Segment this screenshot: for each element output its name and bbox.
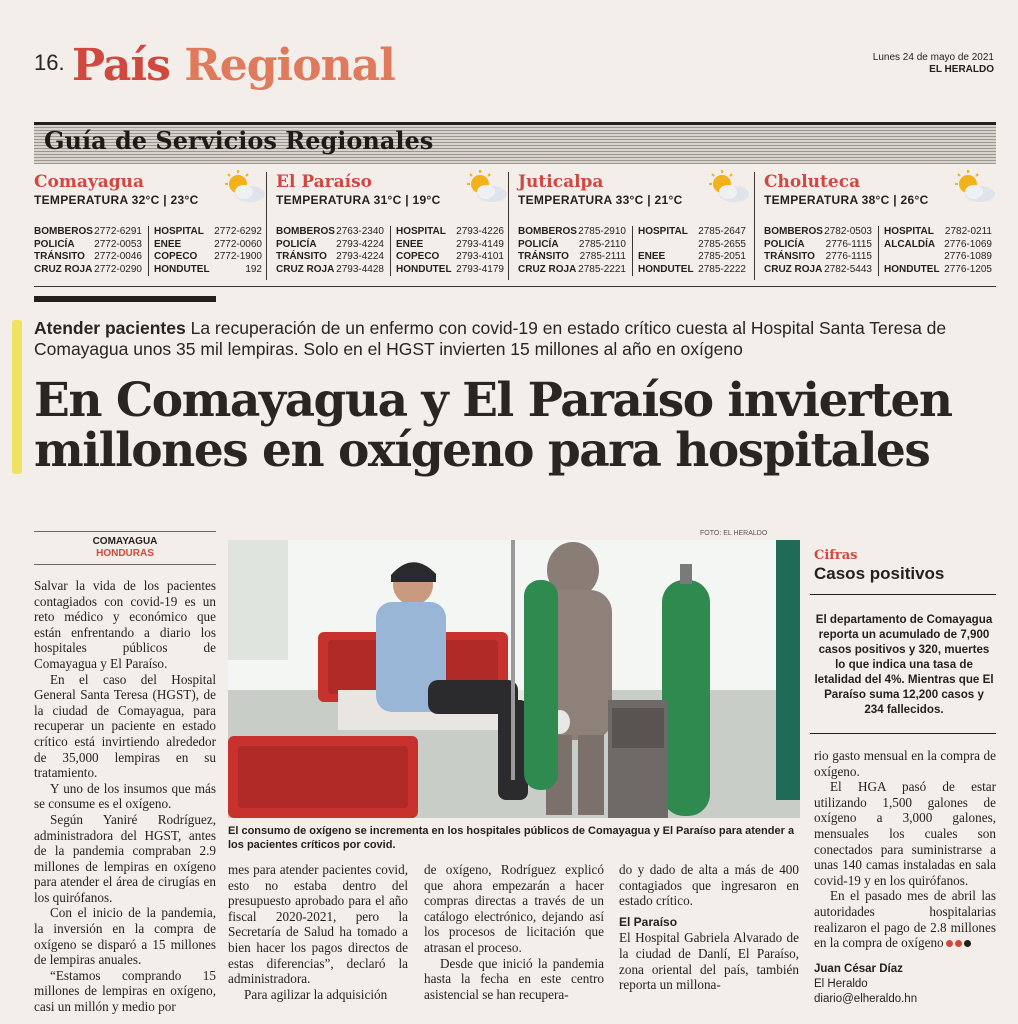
city-name: Choluteca <box>764 172 861 192</box>
city-name: El Paraíso <box>276 172 373 192</box>
service-row <box>518 251 626 264</box>
service-divider <box>878 226 879 276</box>
service-row <box>638 239 746 252</box>
service-name: HOSPITAL <box>884 226 934 237</box>
service-row <box>764 251 872 264</box>
partly-cloudy-icon <box>952 170 998 204</box>
service-row <box>154 251 262 264</box>
service-list <box>154 226 262 276</box>
service-phone: 2776-1115 <box>825 238 872 250</box>
service-row <box>638 264 746 277</box>
service-row <box>884 264 992 277</box>
service-phone: 2785-2647 <box>698 226 746 237</box>
city-temperature: TEMPERATURA 32°C | 23°C <box>34 193 199 207</box>
service-name: TRÁNSITO <box>518 251 569 262</box>
service-row <box>34 239 142 252</box>
service-row <box>276 251 384 264</box>
city-divider <box>266 172 267 280</box>
paragraph: do y dado de alta a más de 400 contagiados que ingresaron en estado crítico. <box>619 862 799 909</box>
service-row <box>276 239 384 252</box>
paragraph: El Hospital Gabriela Alvarado de la ciudad de Danlí, El Paraíso, zona oriental del país, también reporta un millona- <box>619 930 799 993</box>
service-list <box>34 226 142 276</box>
service-phone: 2782-5443 <box>824 263 872 275</box>
service-list <box>638 226 746 276</box>
service-phone: 192 <box>245 263 262 275</box>
service-row <box>518 226 626 239</box>
service-name: CRUZ ROJA <box>34 263 93 275</box>
paragraph: mes para atender pacientes covid, esto no estaba dentro del presupuesto aprobado para el año fiscal 2020-2021, pero la Secretaría de Salud ha tomado a bien hacer los pagos directos de estas diferencias”, declaró la administradora. <box>228 862 408 987</box>
service-name: HONDUTEL <box>638 263 694 275</box>
page-number: 16. <box>34 50 65 75</box>
service-name: TRÁNSITO <box>34 251 85 262</box>
service-phone: 2785-2111 <box>579 251 626 262</box>
service-row <box>154 226 262 239</box>
city-name: Comayagua <box>34 172 145 192</box>
city-temperature: TEMPERATURA 38°C | 26°C <box>764 193 929 207</box>
section-title-word1: País <box>72 40 170 91</box>
service-name: HONDUTEL <box>396 263 452 275</box>
service-name: CRUZ ROJA <box>276 263 335 275</box>
paragraph: Con el inicio de la pandemia, la inversión en la compra de oxígeno se disparó a 15 millones de lempiras anuales. <box>34 905 216 968</box>
service-phone: 2793-4428 <box>336 263 384 275</box>
service-phone: 2793-4224 <box>336 251 384 262</box>
paragraph: Y uno de los insumos que más se consume es el oxígeno. <box>34 780 216 812</box>
service-phone: 2772-0290 <box>94 263 142 275</box>
service-phone: 2772-6291 <box>94 226 142 237</box>
service-name: BOMBEROS <box>276 226 335 237</box>
article-kicker <box>34 318 984 360</box>
service-row <box>518 239 626 252</box>
article-headline: En Comayagua y El Paraíso invierten millones en oxígeno para hospitales <box>34 373 952 478</box>
service-row <box>276 226 384 239</box>
kicker-text: La recuperación de un enfermo con covid-19 en estado crítico cuesta al Hospital Santa Teresa de Comayagua unos 35 mil lempiras. Solo en el HGST invierten 15 millones al año en oxígeno <box>34 318 947 359</box>
article-photo <box>228 540 800 818</box>
service-name: POLICÍA <box>34 238 75 250</box>
author-name: Juan César Díaz <box>814 963 903 975</box>
service-row <box>764 226 872 239</box>
services-guide-title: Guía de Servicios Regionales <box>44 126 434 155</box>
service-phone: 2776-1205 <box>944 263 992 275</box>
section-title-word2: Regional <box>184 40 395 91</box>
service-divider <box>390 226 391 276</box>
paragraph: rio gasto mensual en la compra de oxígeno. <box>814 748 996 779</box>
service-phone: 2772-0053 <box>94 238 142 250</box>
service-phone: 2785-2910 <box>578 226 626 237</box>
service-row <box>396 264 504 277</box>
article-column-2 <box>228 862 408 1002</box>
service-row <box>396 251 504 264</box>
end-mark-icon <box>955 940 962 947</box>
dateline-country: HONDURAS <box>96 548 154 559</box>
dateline-rule-bottom <box>34 564 216 565</box>
article-column-4 <box>619 862 799 993</box>
service-name: ENEE <box>638 251 666 262</box>
service-list <box>764 226 872 276</box>
paragraph: Desde que inició la pandemia hasta la fecha en este centro asistencial se han recupera- <box>424 955 604 1002</box>
author-signature <box>814 962 917 1007</box>
service-list <box>396 226 504 276</box>
service-phone: 2776-1089 <box>944 251 992 262</box>
service-row <box>276 264 384 277</box>
city-name: Juticalpa <box>518 172 604 192</box>
service-name: BOMBEROS <box>518 226 577 237</box>
service-phone: 2772-1900 <box>214 251 262 262</box>
partly-cloudy-icon <box>222 170 268 204</box>
service-name: TRÁNSITO <box>764 251 815 262</box>
author-email: diario@elheraldo.hn <box>814 993 918 1005</box>
service-phone: 2772-0060 <box>214 238 262 250</box>
end-mark-icon <box>964 940 971 947</box>
paragraph: Para agilizar la adquisición <box>244 986 388 1002</box>
paragraph: En el caso del Hospital General Santa Teresa (HGST), de la ciudad de Comayagua, para recuperar un paciente en estado crítico está invirtiendo alrededor de 35,000 lempiras en su tratamiento. <box>34 671 216 781</box>
city-block <box>518 172 758 282</box>
article-column-3 <box>424 862 604 1002</box>
paragraph: “Estamos comprando 15 millones de lempiras en oxígeno, casi un millón y medio por <box>34 967 216 1015</box>
service-row <box>884 239 992 252</box>
service-phone: 2793-4226 <box>456 226 504 237</box>
service-name: TRÁNSITO <box>276 251 327 262</box>
service-phone: 2793-4149 <box>456 238 504 250</box>
service-row <box>396 226 504 239</box>
subheading-el-paraiso: El Paraíso <box>619 914 678 929</box>
service-name: POLICÍA <box>276 238 317 250</box>
service-name: BOMBEROS <box>34 226 93 237</box>
service-row <box>34 226 142 239</box>
service-divider <box>632 226 633 276</box>
service-phone: 2785-2221 <box>578 263 626 275</box>
service-name: HONDUTEL <box>154 263 210 275</box>
service-name: HONDUTEL <box>884 263 940 275</box>
service-row <box>154 264 262 277</box>
service-name: ENEE <box>396 238 424 250</box>
service-phone: 2782-0211 <box>944 226 992 237</box>
dateline-rule-top <box>34 531 216 532</box>
sidebar-text: El departamento de Comayagua reporta un acumulado de 7,900 casos positivos y 320, muertes lo que indica una tasa de letalidad del 4%. Mientras que El Paraíso suma 12,200 casos y 234 fallecidos. <box>814 613 994 716</box>
city-block <box>764 172 1004 282</box>
service-name: COPECO <box>154 251 198 262</box>
service-row <box>638 251 746 264</box>
service-row <box>884 251 992 264</box>
paragraph: de oxígeno, Rodríguez explicó que ahora empezarán a hacer compras directas a través de un catálogo electrónico, dejando así los procesos de licitación que atrasan el proceso. <box>424 862 604 955</box>
city-block <box>34 172 274 282</box>
article-column-5 <box>814 748 996 951</box>
city-block <box>276 172 516 282</box>
service-phone: 2793-4179 <box>456 263 504 275</box>
service-name: CRUZ ROJA <box>764 263 823 275</box>
service-name: CRUZ ROJA <box>518 263 577 275</box>
newspaper-name: EL HERALDO <box>929 64 994 75</box>
sidebar-label: Cifras <box>814 548 858 563</box>
service-name: ALCALDÍA <box>884 238 936 250</box>
service-phone: 2785-2655 <box>698 238 746 250</box>
service-phone: 2785-2222 <box>698 263 746 275</box>
paragraph: El HGA pasó de estar utilizando 1,500 galones de oxígeno a 3,000 galones, mensuales los cuales son conectados para suministrarse a unas 140 camas instaladas en sala covid-19 y en los quirófanos. <box>814 779 996 888</box>
service-phone: 2793-4101 <box>456 251 504 262</box>
city-divider <box>754 172 755 280</box>
service-phone: 2772-0046 <box>94 251 142 262</box>
service-phone: 2776-1069 <box>944 238 992 250</box>
kicker-bar <box>34 296 216 302</box>
service-name: POLICÍA <box>518 238 559 250</box>
article-column-1 <box>34 578 216 1015</box>
service-row <box>638 226 746 239</box>
service-phone: 2776-1115 <box>825 251 872 262</box>
guide-bottom-rule <box>34 286 996 287</box>
service-list <box>884 226 992 276</box>
service-row <box>764 264 872 277</box>
service-name: HOSPITAL <box>154 226 204 237</box>
paragraph: Según Yaniré Rodríguez, administradora del HGST, antes de la pandemia compraban 2.9 millones de lempiras en oxígeno para atender el área de cirugías en los quirófanos. <box>34 811 216 905</box>
service-phone: 2782-0503 <box>824 226 872 237</box>
city-temperature: TEMPERATURA 31°C | 19°C <box>276 193 441 207</box>
service-phone: 2785-2051 <box>698 251 746 262</box>
partly-cloudy-icon <box>464 170 510 204</box>
service-row <box>34 251 142 264</box>
city-divider <box>508 172 509 280</box>
service-name: BOMBEROS <box>764 226 823 237</box>
service-list <box>518 226 626 276</box>
hospital-ward-illustration <box>228 540 800 818</box>
service-phone: 2772-6292 <box>214 226 262 237</box>
paragraph <box>814 888 996 950</box>
photo-caption: El consumo de oxígeno se incrementa en los hospitales públicos de Comayagua y El Paraíso para atender a los pacientes críticos por covid. <box>228 825 795 851</box>
date-line <box>873 52 994 76</box>
service-name: HOSPITAL <box>638 226 688 237</box>
end-mark-icon <box>946 940 953 947</box>
service-row <box>518 264 626 277</box>
service-name: POLICÍA <box>764 238 805 250</box>
partly-cloudy-icon <box>706 170 752 204</box>
service-name: COPECO <box>396 251 440 262</box>
service-name: HOSPITAL <box>396 226 446 237</box>
service-row <box>154 239 262 252</box>
photo-credit: FOTO: EL HERALDO <box>700 530 768 537</box>
paragraph: Salvar la vida de los pacientes contagiados con covid-19 es un reto médico y económico que están enfrentando a diario los hospitales públicos de Comayagua y El Paraíso. <box>34 578 216 671</box>
service-row <box>764 239 872 252</box>
service-phone: 2785-2110 <box>578 238 626 250</box>
service-divider <box>148 226 149 276</box>
highlighter-mark <box>12 320 22 474</box>
publication-date: Lunes 24 de mayo de 2021 <box>872 52 994 63</box>
paragraph-text: En el pasado mes de abril las autoridades hospitalarias realizaron el pago de 2.8 millones en la compra de oxígeno <box>814 888 996 951</box>
section-title <box>72 40 395 91</box>
service-row <box>396 239 504 252</box>
dateline <box>34 536 216 560</box>
sidebar-title: Casos positivos <box>814 564 945 583</box>
service-phone: 2793-4224 <box>336 238 384 250</box>
city-temperature: TEMPERATURA 33°C | 21°C <box>518 193 683 207</box>
service-row <box>34 264 142 277</box>
dateline-city: COMAYAGUA <box>92 536 158 547</box>
service-row <box>884 226 992 239</box>
service-name: ENEE <box>154 238 182 250</box>
author-outlet: El Heraldo <box>814 978 868 990</box>
service-phone: 2763-2340 <box>336 226 384 237</box>
service-list <box>276 226 384 276</box>
kicker-lead: Atender pacientes <box>34 318 186 338</box>
